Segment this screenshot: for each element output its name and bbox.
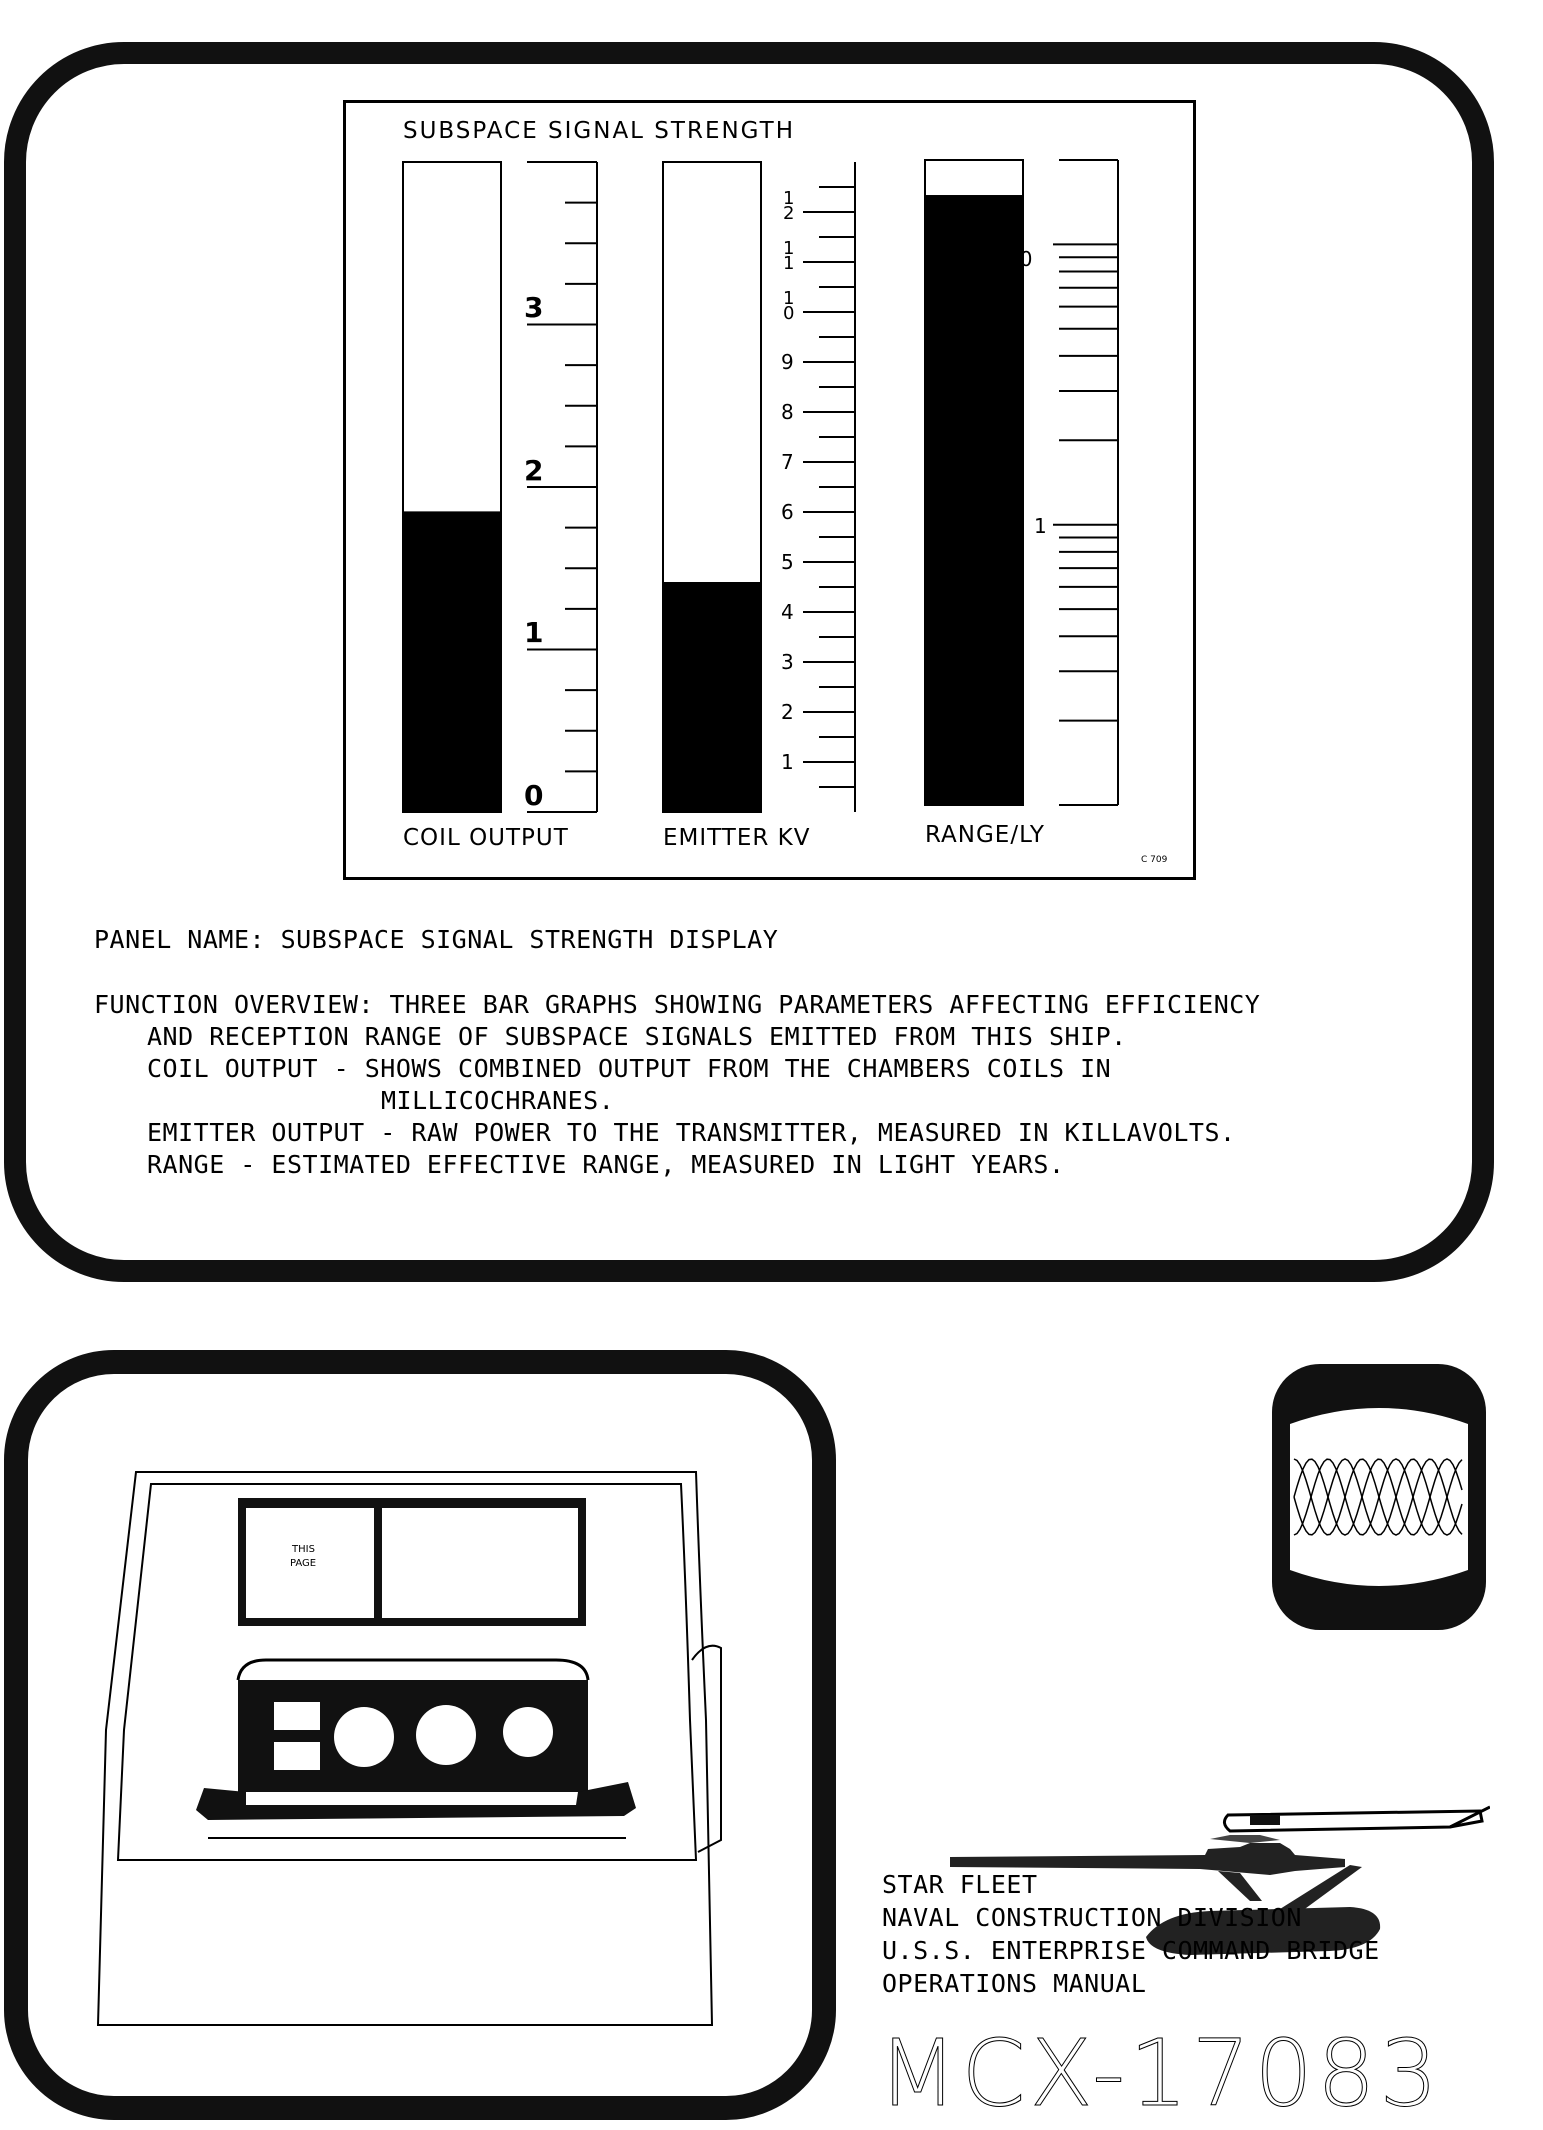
emitter-kv-label: EMITTER KV (663, 825, 811, 851)
chart-title: SUBSPACE SIGNAL STRENGTH (403, 118, 796, 144)
coil-output-bar-fill (404, 511, 500, 812)
lower-panel-button-lower (274, 1742, 320, 1770)
bridge-console-illustration (96, 1470, 726, 2030)
coil-output-description-line2: MILLICOCHRANES. (381, 1086, 615, 1115)
lower-panel-dial-3 (503, 1707, 553, 1757)
emitter-tick-label: 2 (781, 700, 794, 724)
emitter-tick-label: 6 (781, 500, 794, 524)
emitter-tick-label: 4 (781, 600, 794, 624)
ship-bridge-dome (1210, 1835, 1280, 1843)
lower-panel-hood (238, 1660, 588, 1680)
display-code: C 709 (1141, 855, 1168, 865)
footer-line-manual: OPERATIONS MANUAL (882, 1969, 1147, 1998)
emitter-tick-label: 1 (783, 288, 795, 309)
footer-line-starfleet: STAR FLEET (882, 1870, 1038, 1899)
range-tick-1: 1 (1034, 514, 1047, 538)
emitter-tick-label: 1 (783, 188, 795, 209)
emitter-tick-label: 3 (781, 650, 794, 674)
this-page-marker-line2: PAGE (290, 1558, 317, 1569)
coil-tick-3: 3 (524, 291, 544, 324)
coil-tick-1: 1 (524, 616, 544, 649)
footer-line-division: NAVAL CONSTRUCTION DIVISION (882, 1903, 1302, 1932)
panel-name-line: PANEL NAME: SUBSPACE SIGNAL STRENGTH DISPLAY (94, 925, 779, 954)
subspace-signal-display (343, 100, 1196, 880)
function-overview-line1: FUNCTION OVERVIEW: THREE BAR GRAPHS SHOWING PARAMETERS AFFECTING EFFICIENCY (94, 990, 1261, 1019)
ship-nacelle-intake (1250, 1815, 1280, 1825)
coil-tick-0: 0 (524, 779, 544, 812)
emitter-tick-label: 2 (783, 203, 795, 224)
range-bar-fill (926, 195, 1022, 805)
emitter-tick-label: 9 (781, 350, 794, 374)
range-tick-10: 10 (1007, 247, 1033, 271)
ship-neck (1218, 1871, 1262, 1901)
emitter-output-description: EMITTER OUTPUT - RAW POWER TO THE TRANSMITTER, MEASURED IN KILLAVOLTS. (147, 1118, 1236, 1147)
coil-tick-2: 2 (524, 454, 544, 487)
coil-output-description-line1: COIL OUTPUT - SHOWS COMBINED OUTPUT FROM THE CHAMBERS COILS IN (147, 1054, 1112, 1083)
emitter-tick-label: 5 (781, 550, 794, 574)
signal-wave-emblem (1270, 1362, 1488, 1632)
footer-line-ship: U.S.S. ENTERPRISE COMMAND BRIDGE (882, 1936, 1380, 1965)
range-label: RANGE/LY (925, 822, 1045, 848)
lower-panel-dial-2 (416, 1705, 476, 1765)
lower-panel-dial-1 (334, 1707, 394, 1767)
emitter-tick-label: 8 (781, 400, 794, 424)
function-overview-line2: AND RECEPTION RANGE OF SUBSPACE SIGNALS EMITTED FROM THIS SHIP. (147, 1022, 1127, 1051)
range-description: RANGE - ESTIMATED EFFECTIVE RANGE, MEASURED IN LIGHT YEARS. (147, 1150, 1065, 1179)
emitter-kv-bar-fill (664, 582, 760, 812)
this-page-marker-line1: THIS (292, 1544, 315, 1555)
emitter-tick-label: 7 (781, 450, 794, 474)
emitter-tick-label: 0 (783, 303, 795, 324)
emitter-tick-label: 1 (783, 253, 795, 274)
emitter-tick-label: 1 (783, 238, 795, 259)
upper-right-screen (382, 1508, 578, 1618)
lower-panel-button-upper (274, 1702, 320, 1730)
emitter-tick-label: 1 (781, 750, 794, 774)
document-number: MCX-17083 (878, 2020, 1442, 2127)
coil-output-label: COIL OUTPUT (403, 825, 569, 851)
